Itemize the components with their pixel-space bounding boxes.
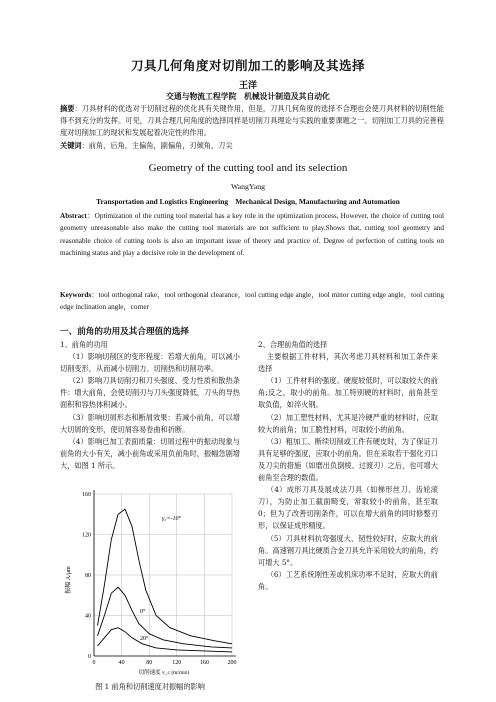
chart-series — [98, 509, 233, 652]
y-tick-label: 160 — [82, 492, 91, 498]
x-axis-label: 切削速度 v_c (m/min) — [138, 670, 190, 676]
en-keywords-label: Keywords — [60, 291, 92, 299]
english-title: Geometry of the cutting tool and its selection — [148, 162, 348, 174]
x-tick-label: 80 — [146, 660, 153, 666]
curve-label-0: 0° — [140, 609, 146, 615]
left-column — [60, 339, 240, 472]
abstract-label: 摘要 — [60, 104, 75, 113]
right-paragraph: （2）加工塑性材料，尤其是冷硬严重的材料时，应取较大的前角；加工脆性材料，可取较小的前角。 — [258, 412, 438, 434]
y-tick-label: 0 — [88, 654, 91, 660]
y-axis-label: 振幅 A/μm — [66, 566, 72, 594]
right-paragraph: （6）工艺系统刚性差或机床功率不足时，应取大的前角。 — [258, 569, 438, 591]
figure-caption: 图 1 前角和切削速度对振幅的影响 — [95, 682, 205, 691]
left-paragraph: 1、前角的功用 — [60, 340, 108, 349]
keywords-label: 关键词 — [60, 141, 82, 150]
abstract-cn — [60, 103, 444, 140]
series-line-0 — [98, 509, 233, 644]
keywords-en — [60, 289, 444, 314]
paper-title: 刀具几何角度对切削加工的影响及其选择 — [130, 58, 365, 73]
curve-label-20: 20° — [140, 636, 149, 642]
keywords-cn — [60, 140, 444, 152]
x-tick-label: 120 — [172, 660, 182, 666]
figure-1 — [64, 480, 240, 680]
left-paragraph: （1）影响切削区的变形程度：若增大前角，可以减小切削变形，从而减小切削力、切削热和切削功率。 — [60, 352, 240, 374]
y-tick-label: 40 — [85, 613, 91, 620]
en-keywords-text: ：tool orthogonal rake，tool orthogonal clearance，tool cutting edge angle，tool minor cutting edge angle，tool cutting edge inclination angle，corner — [60, 291, 444, 312]
right-paragraph: （5）刀具材料抗弯强度大、韧性较好时，应取大的前角。高速钢刀具比硬质合金刀具允许采用较大的前角，约可增大 5°。 — [258, 533, 438, 567]
right-paragraph: （4）成形刀具及展成法刀具（如梯形丝刀、齿轮滚刀），为防止加工截面畸变，常取较小的前角，甚至取 0；但为了改善切削条件，可以在增大前角的同时修整刃形，以保证成形精度。 — [258, 485, 438, 531]
section-heading: 一、前角的功用及其合理值的选择 — [60, 327, 189, 337]
en-abstract-label: Abstract — [60, 212, 87, 220]
english-author: WangYang — [230, 182, 266, 191]
abstract-text: ：刀具材料的优选对于切削过程的优化具有关键作用，但是，刀具几何角度的选择不合理也会使刀具材料的切削性能得不到充分的发挥。可见，刀具合理几何角度的选择同样是切削刀具理论与实践的重要课题之一。切削加工刀具的完善程度对切削加工的现状和发展起着决定性的作用。 — [60, 104, 444, 138]
abstract-en — [60, 210, 444, 259]
x-tick-label: 40 — [118, 660, 125, 666]
right-column — [258, 339, 438, 593]
right-paragraph: 2、合理前角值的选择 — [258, 340, 328, 349]
left-paragraph: （2）影响刀具切削刃和刀头强度、受力性质和散热条件：增大前角，会使切削刃与刀头强度降低，刀头的导热面积和容热体积减小。 — [60, 376, 240, 410]
curve-label-neg10: γ₀=-10° — [162, 516, 181, 522]
series-line-1 — [98, 587, 233, 648]
right-paragraph: 主要根据工件材料，其次考虑刀具材料和加工条件来选择 — [258, 352, 438, 374]
en-abstract-text: ：Optimization of the cutting tool material has a key role in the optimization process, However, the choice of cutting tool geometry unreasonable also make the cutting tool materials are not sufficient to play.Shows that, cutting tool geometry and reasonable choice of cutting tools is also an important issue of theory and practice of. Degree of perfection of cutting tools on machining status and play a decisive role in the development of. — [60, 212, 444, 257]
keywords-text: ：前角，后角，主偏角，副偏角，刃倾角，刀尖 — [81, 141, 233, 150]
x-tick-label: 160 — [199, 660, 209, 666]
english-affiliation: Transportation and Logistics Engineering Mechanical Design, Manufacturing and Automation — [96, 197, 400, 206]
x-tick-label: 0 — [92, 660, 96, 666]
author-name: 王洋 — [238, 81, 257, 91]
author-affiliation: 交通与物流工程学院 机械设计制造及其自动化 — [166, 92, 330, 101]
left-paragraph: （3）影响切屑形态和断屑效果：若减小前角，可以增大切屑的变形，使切屑容易卷曲和折断。 — [60, 412, 240, 434]
right-paragraph: （3）粗加工、断续切削或工件有硬皮时，为了保证刀具有足够的强度，应取小的前角。但在采取若干强化刃口及刀尖的措施（如磨出负倒棱、过渡刃）之后，也可增大前角至合理的数值。 — [258, 436, 438, 483]
y-tick-label: 80 — [85, 573, 91, 579]
right-paragraph: （1）工件材料的强度、硬度较低时，可以取较大的前角;反之，取小的前角。加工特别硬的材料时，前角甚至取负值，如淬火钢。 — [258, 376, 438, 410]
amplitude-chart — [64, 480, 240, 680]
x-tick-label: 200 — [227, 660, 237, 666]
left-paragraph: （4）影响已加工表面质量：切屑过程中的振动现象与前角的大小有关，减小前角或采用负前角时，振幅急剧增大，如图 1 所示。 — [60, 436, 240, 470]
y-tick-label: 120 — [82, 532, 91, 539]
